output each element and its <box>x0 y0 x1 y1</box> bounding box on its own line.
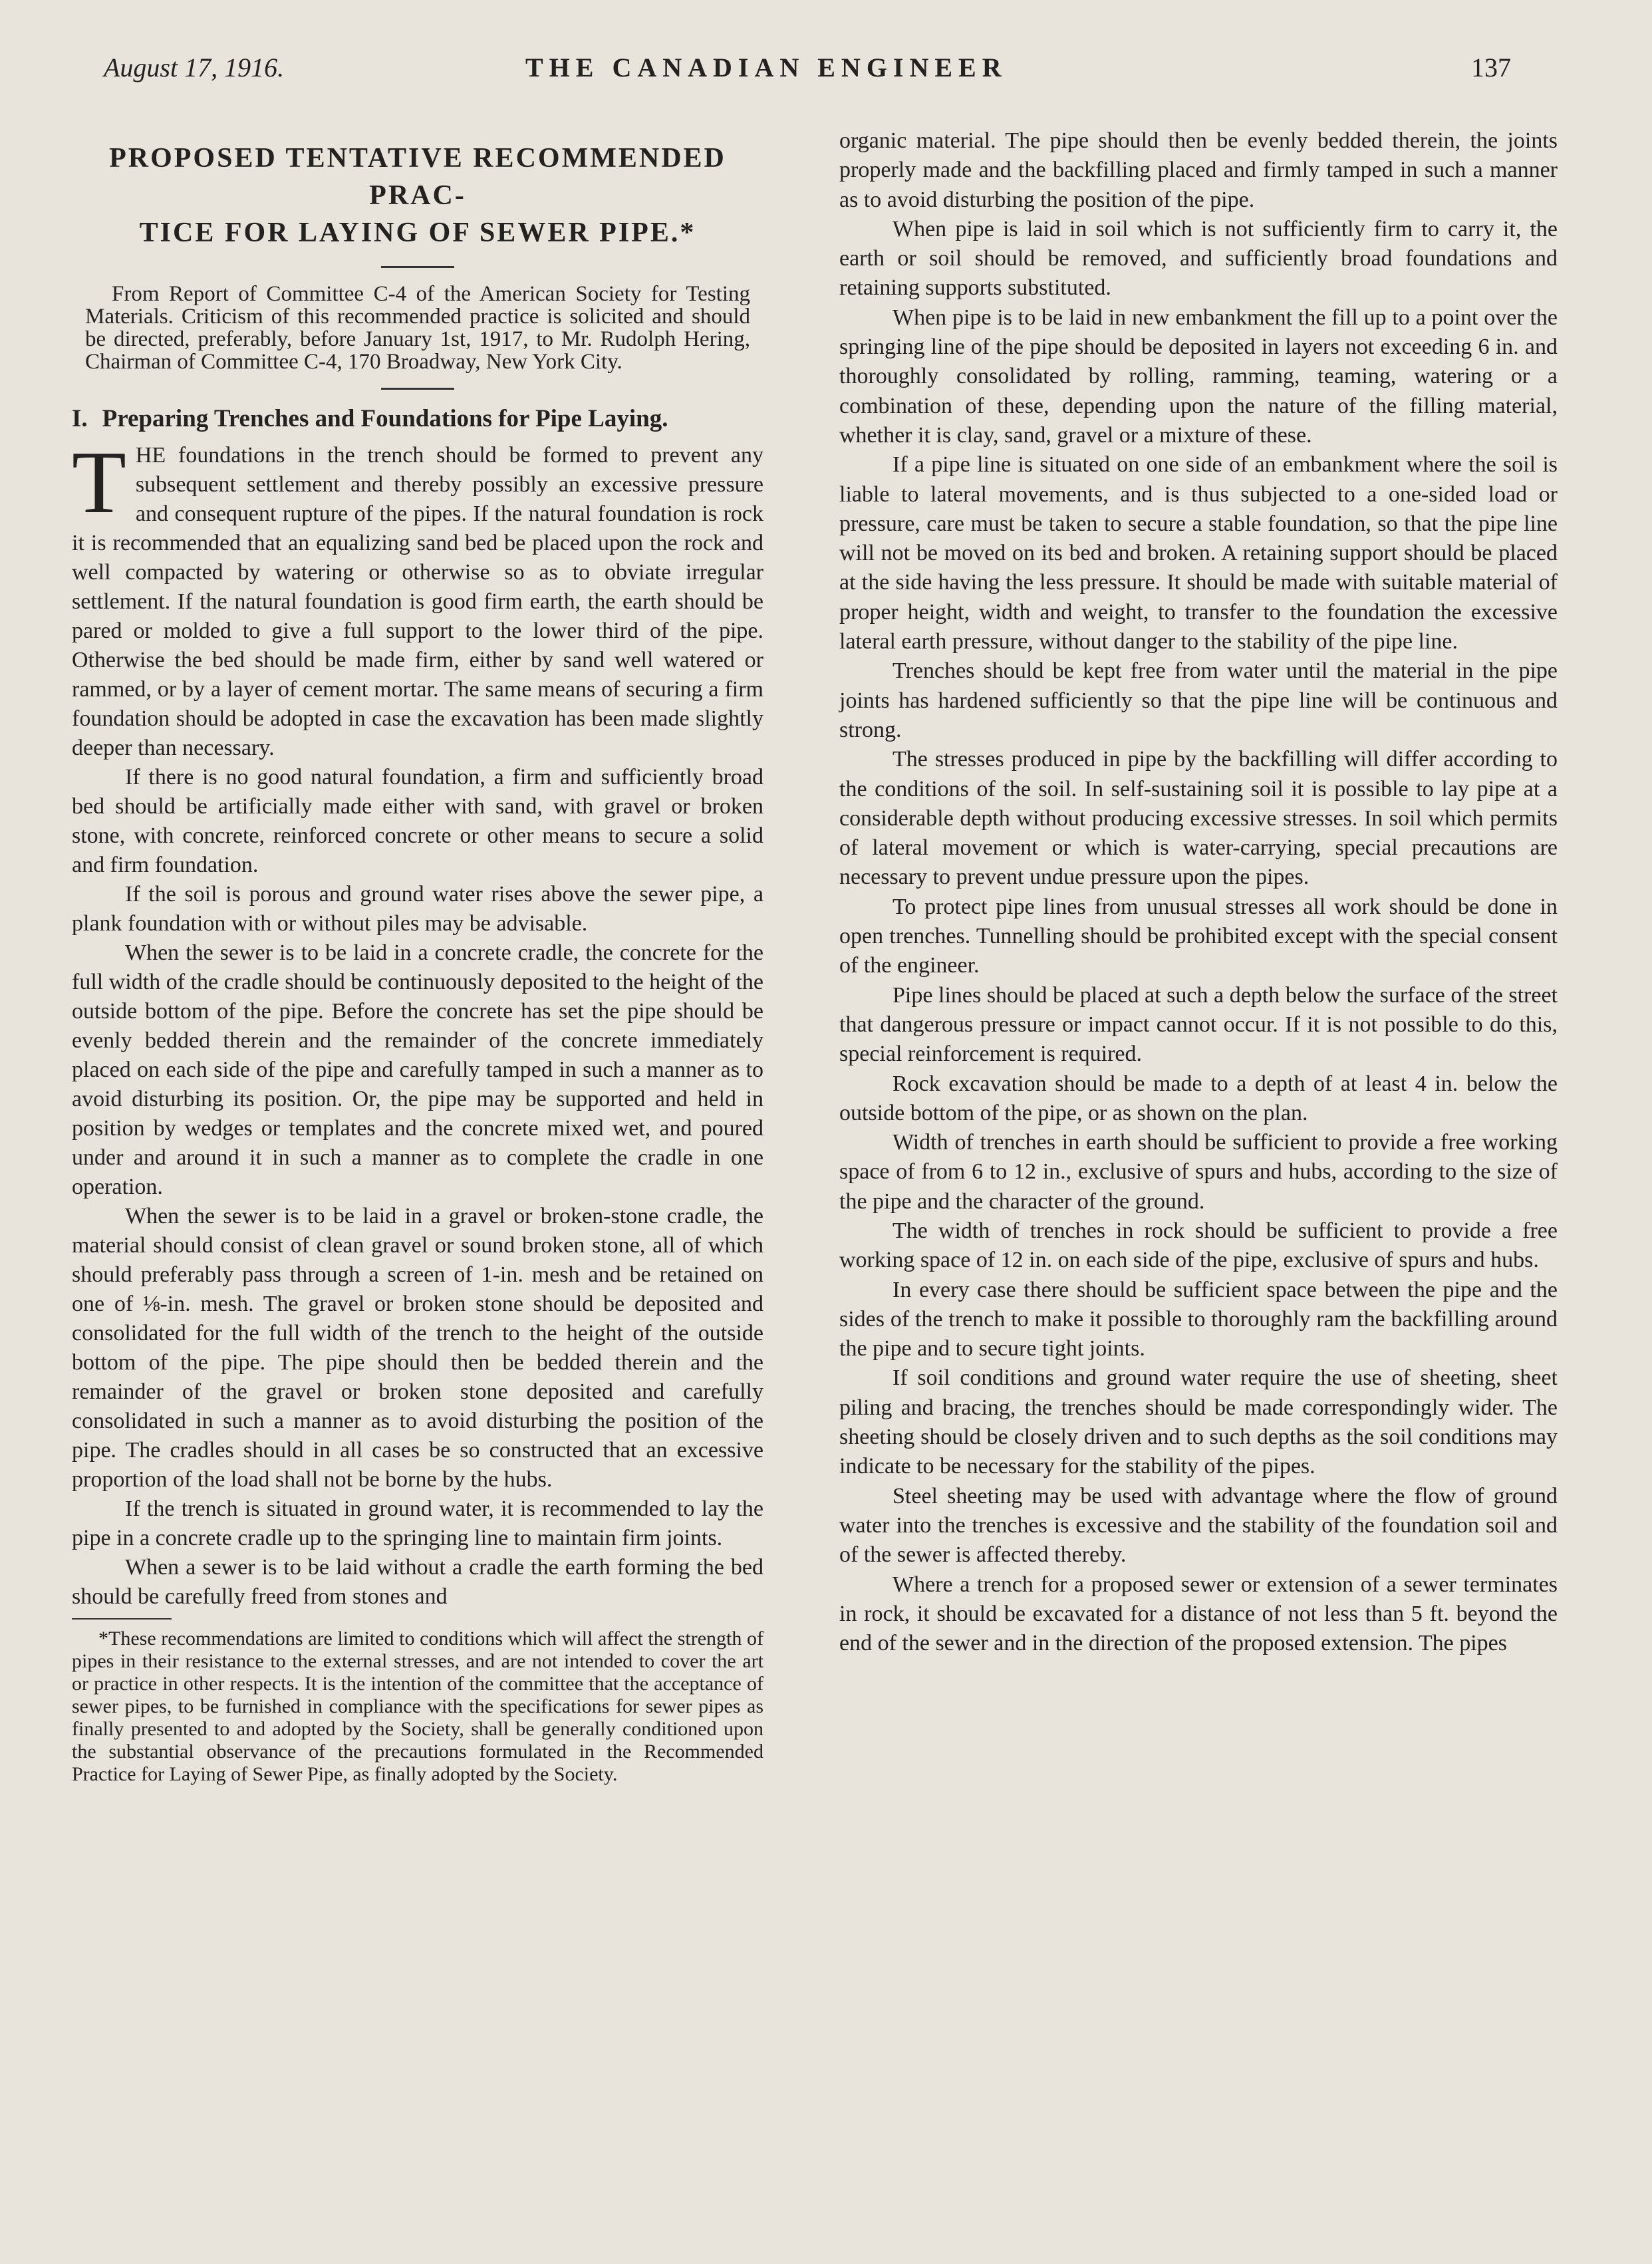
paragraph: Pipe lines should be placed at such a depth below the surface of the street that dangerous pressure or impact cannot occur. If it is not possible to do this, special reinforcement is required. <box>839 982 1558 1067</box>
intro-rule <box>381 388 454 390</box>
paragraph: The stresses produced in pipe by the backfilling will differ according to the conditions of the soil. In self-sustaining soil it is possible to lay pipe at a considerable depth without producing excessive stresses. In soil which permits of lateral movement or which is water-carrying, special precautions are necessary to prevent undue pressure upon the pipes. <box>839 747 1558 890</box>
paragraph: In every case there should be sufficient space between the pipe and the sides of the trench to make it possible to thoroughly ram the backfilling around the pipe and to secure tight joints. <box>839 1277 1558 1361</box>
paragraph: When the sewer is to be laid in a gravel or broken-stone cradle, the material should consist of clean gravel or sound broken stone, all of which should preferably pass through a screen of 1-in. mesh and be retained on one of ⅛-in. mesh. The gravel or broken stone should be deposited and consolidated for the full width of the trench to the height of the outside bottom of the pipe. The pipe should then be bedded therein and the remainder of the gravel or broken stone deposited and carefully consolidated in such a manner as to avoid disturbing the position of the pipe. The cradles should in all cases be so constructed that an excessive proportion of the load shall not be borne by the hubs. <box>72 1204 763 1492</box>
paragraph: When pipe is laid in soil which is not sufficiently firm to carry it, the earth or soil should be removed, and sufficiently broad foundations and retaining supports substituted. <box>839 216 1558 301</box>
article-title <box>72 140 763 251</box>
paragraph: If a pipe line is situated on one side of an embankment where the soil is liable to lateral movements, and is thus subjected to a one-sided load or pressure, care must be taken to secure a stable foundation, so that the pipe line will not be moved on its bed and broken. A retaining support should be placed at the side having the less pressure. It should be made with suitable material of proper height, width and weight, to transfer to the foundation the excessive lateral earth pressure, without danger to the stability of the pipe line. <box>839 452 1558 654</box>
footnote-rule <box>72 1618 172 1620</box>
section-number: I. <box>72 405 88 432</box>
paragraph: Where a trench for a proposed sewer or extension of a sewer terminates in rock, it should be excavated for a distance of not less than 5 ft. beyond the end of the sewer and in the direction of the proposed extension. The pipes <box>839 1572 1558 1656</box>
section-title: Preparing Trenches and Foundations for Pipe Laying. <box>102 405 668 432</box>
title-rule <box>381 266 454 268</box>
paragraph: Trenches should be kept free from water until the material in the pipe joints has hardened sufficiently so that the pipe line will be continuous and strong. <box>839 658 1558 742</box>
paragraph: To protect pipe lines from unusual stresses all work should be done in open trenches. Tunnelling should be prohibited except with the special consent of the engineer. <box>839 894 1558 978</box>
paragraph: Steel sheeting may be used with advantage where the flow of ground water into the trenches is excessive and the stability of the foundation soil and of the sewer is affected thereby. <box>839 1483 1558 1568</box>
paragraph <box>72 433 763 763</box>
page-number: 137 <box>1471 53 1511 82</box>
article-intro: From Report of Committee C-4 of the American Society for Testing Materials. Criticism of this recommended practice is solicited and should be directed, preferably, before January 1st, 1917, to Mr. Rudolph Hering, Chairman of Committee C-4, 170 Broadway, New York City. <box>85 282 750 374</box>
paragraph: Width of trenches in earth should be sufficient to provide a free working space of from 6 to 12 in., exclusive of spurs and hubs, according to the size of the pipe and the character of the ground. <box>839 1130 1558 1214</box>
journal-title: THE CANADIAN ENGINEER <box>525 53 1008 82</box>
left-column <box>72 126 763 1786</box>
paragraph: When pipe is to be laid in new embankment the fill up to a point over the springing line of the pipe should be deposited in layers not exceeding 6 in. and thoroughly consolidated by rolling, ramming, teaming, watering or a combination of these, depending upon the nature of the filling material, whether it is clay, sand, gravel or a mixture of these. <box>839 305 1558 448</box>
right-column <box>839 126 1558 1658</box>
paragraph: The width of trenches in rock should be sufficient to provide a free working space of 12 in. on each side of the pipe, exclusive of spurs and hubs. <box>839 1218 1558 1273</box>
paragraph: Rock excavation should be made to a depth of at least 4 in. below the outside bottom of the pipe, or as shown on the plan. <box>839 1071 1558 1125</box>
footnote: *These recommendations are limited to conditions which will affect the strength of pipes in their resistance to the external stresses, and are not intended to cover the art or practice in other respects. It is the intention of the committee that the acceptance of sewer pipes, to be furnished in compliance with the specifications for sewer pipes as finally presented to and adopted by the Society, shall be generally conditioned upon the substantial observance of the precautions formulated in the Recommended Practice for Laying of Sewer Pipe, as finally adopted by the Society. <box>72 1627 763 1785</box>
paragraph: If the trench is situated in ground water, it is recommended to lay the pipe in a concrete cradle up to the springing line to maintain firm joints. <box>72 1496 763 1550</box>
issue-date: August 17, 1916. <box>104 53 285 82</box>
section-heading <box>72 404 763 433</box>
article-title-line-2: TICE FOR LAYING OF SEWER PIPE.* <box>139 217 696 248</box>
paragraph: When the sewer is to be laid in a concrete cradle, the concrete for the full width of the cradle should be continuously deposited to the height of the outside bottom of the pipe. Before the concrete has set the pipe should be evenly bedded therein and the remainder of the concrete immediately placed on each side of the pipe and carefully tamped in such a manner as to avoid disturbing its position. Or, the pipe may be supported and held in position by wedges or templates and the concrete mixed wet, and poured under and around it in such a manner as to complete the cradle in one operation. <box>72 940 763 1199</box>
drop-cap: T <box>72 433 126 531</box>
paragraph-text: HE foundations in the trench should be formed to prevent any subsequent settlement and thereby possibly an excessive pressure and consequent rupture of the pipes. If the natural foundation is rock it is recommended that an equalizing sand bed be placed upon the rock and well compacted by watering or otherwise so as to obviate irregular settlement. If the natural foundation is good firm earth, the earth should be pared or molded to give a full support to the lower third of the pipe. Otherwise the bed should be made firm, either by sand well watered or rammed, or by a layer of cement mortar. The same means of securing a firm foundation should be adopted in case the excavation has been made slightly deeper than necessary. <box>72 443 763 760</box>
paragraph: organic material. The pipe should then be evenly bedded therein, the joints properly made and the backfilling placed and firmly tamped in such a manner as to avoid disturbing the position of the pipe. <box>839 128 1558 212</box>
paragraph: If the soil is porous and ground water rises above the sewer pipe, a plank foundation with or without piles may be advisable. <box>72 882 763 936</box>
paragraph: If soil conditions and ground water require the use of sheeting, sheet piling and bracing, the trenches should be made correspondingly wider. The sheeting should be closely driven and to such depths as the soil conditions may indicate to be necessary for the stability of the pipes. <box>839 1365 1558 1479</box>
paragraph: When a sewer is to be laid without a cradle the earth forming the bed should be carefully freed from stones and <box>72 1555 763 1609</box>
paragraph: If there is no good natural foundation, a firm and sufficiently broad bed should be artificially made either with sand, with gravel or broken stone, with concrete, reinforced concrete or other means to secure a solid and firm foundation. <box>72 765 763 877</box>
article-title-line-1: PROPOSED TENTATIVE RECOMMENDED PRAC- <box>109 143 726 211</box>
